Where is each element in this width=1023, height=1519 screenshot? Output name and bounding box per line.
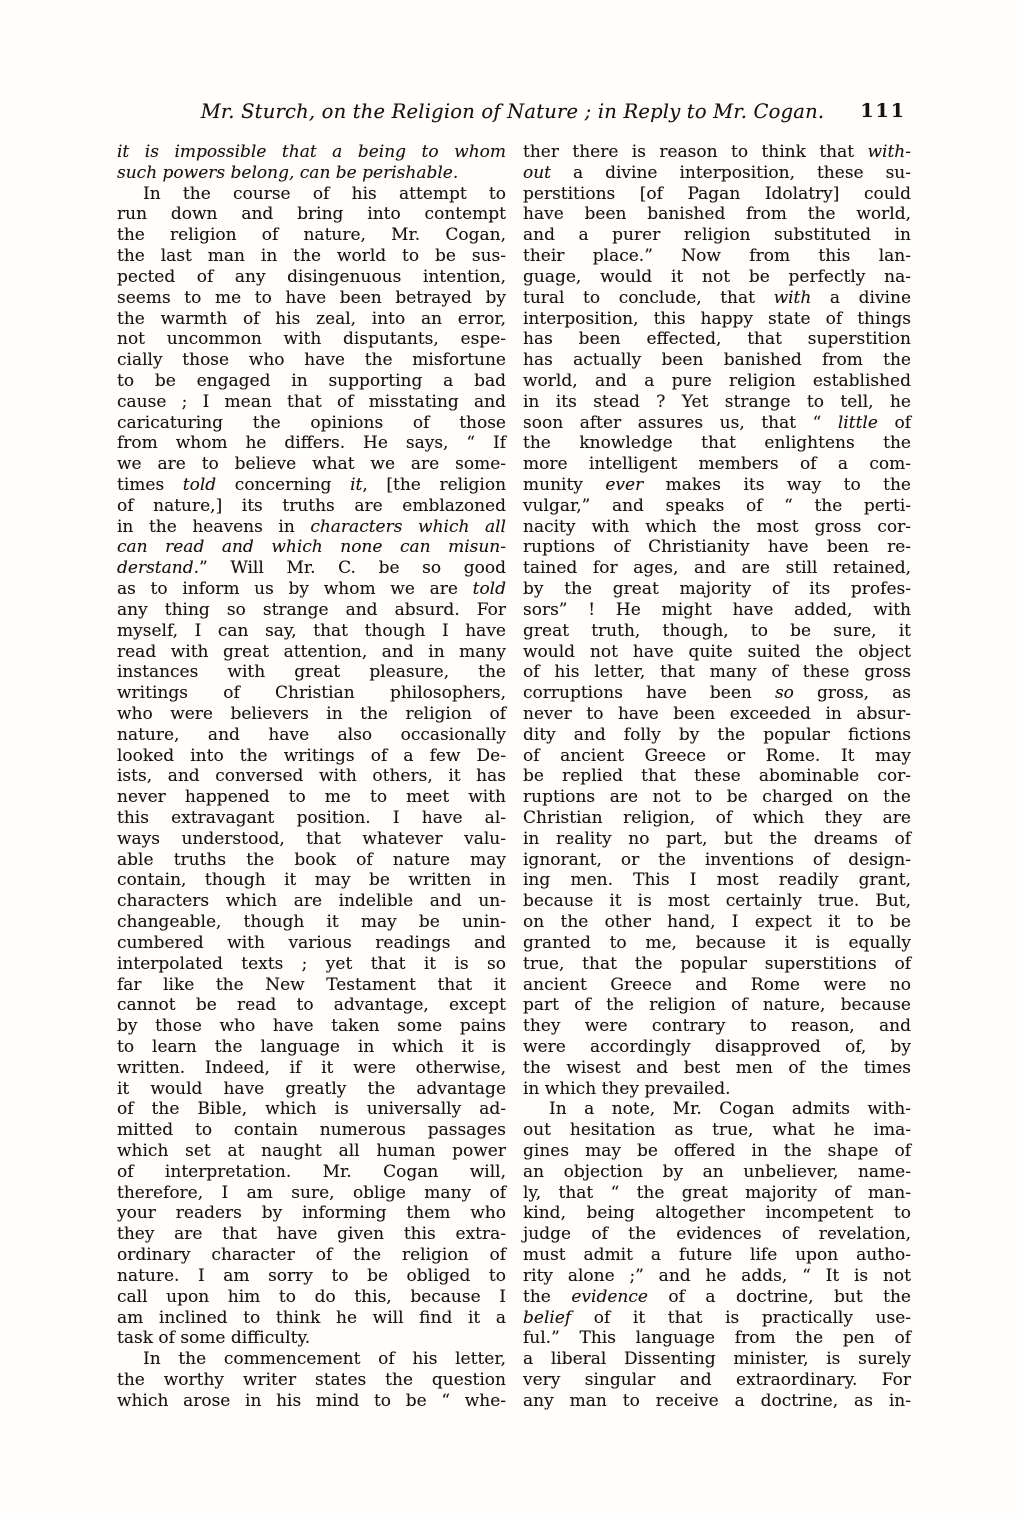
text-line: never to have been exceeded in absur- (523, 703, 911, 724)
text-line: ists, and conversed with others, it has (117, 766, 506, 787)
text-line: true, that the popular superstitions of (523, 953, 911, 974)
text-line: contain, though it may be written in (117, 870, 506, 891)
text-line: the evidence of a doctrine, but the (523, 1286, 911, 1307)
text-line: the wisest and best men of the times (523, 1057, 911, 1078)
text-line: on the other hand, I expect it to be (523, 912, 911, 933)
text-line: therefore, I am sure, oblige many of (117, 1182, 506, 1203)
text-line: nature, and have also occasionally (117, 724, 506, 745)
text-line: the religion of nature, Mr. Cogan, (117, 225, 506, 246)
text-line: has been effected, that superstition (523, 329, 911, 350)
text-line: writings of Christian philosophers, (117, 683, 506, 704)
text-line: an objection by an unbeliever, name- (523, 1161, 911, 1182)
text-line: out a divine interposition, these su- (523, 162, 911, 183)
text-line: guage, would it not be perfectly na- (523, 266, 911, 287)
text-line: of interpretation. Mr. Cogan will, (117, 1161, 506, 1182)
text-line: cially those who have the misfortune (117, 350, 506, 371)
page-number: 111 (860, 100, 906, 122)
text-line: of the Bible, which is universally ad- (117, 1099, 506, 1120)
text-line: myself, I can say, that though I have (117, 620, 506, 641)
text-line: In the commencement of his letter, (143, 1349, 506, 1370)
text-column-left (117, 142, 506, 1412)
text-line: which set at naught all human power (117, 1141, 506, 1161)
text-line: able truths the book of nature may (117, 849, 506, 870)
text-line: to be engaged in supporting a bad (117, 370, 506, 391)
text-line: In the course of his attempt to (143, 183, 506, 204)
text-line: in the heavens in characters which all (117, 516, 506, 537)
text-line: dity and folly by the popular fictions (523, 724, 911, 745)
text-line: your readers by informing them who (117, 1203, 506, 1224)
text-line: which arose in his mind to be “ whe- (117, 1390, 506, 1411)
text-column-right (523, 142, 911, 1412)
text-line: nature. I am sorry to be obliged to (117, 1265, 506, 1286)
text-line: mitted to contain numerous passages (117, 1120, 506, 1141)
text-line: a liberal Dissenting minister, is surely (523, 1349, 911, 1370)
text-line: changeable, though it may be unin- (117, 912, 506, 933)
text-line: of ancient Greece or Rome. It may (523, 745, 911, 766)
text-line: ancient Greece and Rome were no (523, 974, 911, 995)
text-line: times told concerning it, [the religion (117, 475, 507, 495)
text-line: to learn the language in which it is (117, 1036, 506, 1057)
text-line: vulgar,” and speaks of “ the perti- (523, 495, 911, 516)
text-line: from whom he differs. He says, “ If (117, 433, 506, 454)
text-line: the last man in the world to be sus- (117, 246, 506, 267)
text-line: as to inform us by whom we are told (117, 579, 506, 600)
text-line: corruptions have been so gross, as (523, 683, 912, 704)
text-line: sors” ! He might have added, with (523, 599, 911, 620)
text-line: judge of the evidences of revelation, (523, 1224, 911, 1245)
text-line: such powers belong, can be perishable. (117, 162, 459, 183)
text-line: interpolated texts ; yet that it is so (117, 953, 506, 974)
text-line: of his letter, that many of these gross (523, 662, 911, 683)
text-line: can read and which none can misun- (117, 537, 506, 558)
text-line: pected of any disingenuous intention, (117, 266, 506, 287)
text-line: it is impossible that a being to whom (117, 142, 506, 162)
text-line: in which they prevailed. (523, 1078, 731, 1099)
text-line: ly, that “ the great majority of man- (523, 1182, 911, 1203)
text-line: rity alone ;” and he adds, “ It is not (523, 1265, 911, 1286)
text-line: ruptions are not to be charged on the (523, 787, 911, 808)
text-line: far like the New Testament that it (117, 974, 506, 995)
text-line: am inclined to think he will find it a (117, 1307, 506, 1328)
text-line: by those who have taken some pains (117, 1016, 506, 1037)
text-line: ful.” This language from the pen of (523, 1328, 911, 1349)
text-line: derstand.” Will Mr. C. be so good (117, 558, 506, 579)
text-line: any man to receive a doctrine, as in- (523, 1390, 911, 1411)
text-line: we are to believe what we are some- (117, 454, 506, 475)
text-line: of nature,] its truths are emblazoned (117, 495, 506, 516)
page-header (117, 100, 908, 130)
text-line: ways understood, that whatever valu- (117, 828, 506, 849)
running-title: Mr. Sturch, on the Religion of Nature ; in Reply to Mr. Cogan. (200, 100, 825, 123)
text-line: must admit a future life upon autho- (523, 1245, 911, 1266)
text-line: tained for ages, and are still retained, (523, 558, 911, 579)
text-line: they are that have given this extra- (117, 1224, 506, 1245)
text-line: because it is most certainly true. But, (523, 891, 911, 912)
text-line: the worthy writer states the question (117, 1369, 506, 1390)
text-line: munity ever makes its way to the (523, 475, 911, 495)
text-line: not uncommon with disputants, espe- (117, 329, 506, 350)
text-line: cause ; I mean that of misstating and (117, 391, 506, 412)
text-line: granted to me, because it is equally (523, 932, 911, 953)
text-line: who were believers in the religion of (117, 703, 506, 724)
text-line: part of the religion of nature, because (523, 995, 911, 1016)
text-line: have been banished from the world, (523, 204, 911, 225)
text-line: gines may be offered in the shape of (523, 1141, 911, 1161)
text-line: seems to me to have been betrayed by (117, 287, 506, 308)
text-line: characters which are indelible and un- (117, 891, 506, 912)
text-line: out hesitation as true, what he ima- (523, 1120, 911, 1141)
text-line: read with great attention, and in many (117, 641, 506, 662)
text-line: tural to conclude, that with a divine (523, 287, 911, 308)
text-line: in its stead ? Yet strange to tell, he (523, 391, 911, 412)
text-line: be replied that these abominable cor- (523, 766, 911, 787)
text-line: their place.” Now from this lan- (523, 246, 911, 267)
text-line: very singular and extraordinary. For (523, 1369, 911, 1390)
text-line: run down and bring into contempt (117, 204, 506, 225)
text-line: belief of it that is practically use- (523, 1307, 911, 1328)
text-line: looked into the writings of a few De- (117, 745, 506, 766)
text-line: caricaturing the opinions of those (117, 412, 506, 433)
text-line: ing men. This I most readily grant, (523, 870, 911, 891)
text-line: it would have greatly the advantage (117, 1078, 506, 1099)
text-line: this extravagant position. I have al- (117, 808, 506, 828)
text-line: has actually been banished from the (523, 350, 911, 371)
text-line: in reality no part, but the dreams of (523, 828, 911, 849)
text-line: cannot be read to advantage, except (117, 995, 506, 1016)
text-line: ther there is reason to think that with- (523, 142, 911, 162)
text-line: by the great majority of its profes- (523, 579, 911, 600)
text-line: and a purer religion substituted in (523, 225, 911, 246)
text-line: any thing so strange and absurd. For (117, 599, 506, 620)
text-line: would not have quite suited the object (523, 641, 911, 662)
text-line: In a note, Mr. Cogan admits with- (549, 1099, 911, 1120)
text-line: great truth, though, to be sure, it (523, 620, 911, 641)
text-line: instances with great pleasure, the (117, 662, 506, 683)
text-line: task of some difficulty. (117, 1328, 311, 1349)
text-line: soon after assures us, that “ little of (523, 412, 911, 433)
text-line: interposition, this happy state of things (523, 308, 911, 329)
text-line: kind, being altogether incompetent to (523, 1203, 911, 1224)
text-line: Christian religion, of which they are (523, 808, 911, 828)
text-line: call upon him to do this, because I (117, 1286, 506, 1307)
text-line: world, and a pure religion established (523, 370, 911, 391)
text-line: they were contrary to reason, and (523, 1016, 911, 1037)
text-line: perstitions [of Pagan Idolatry] could (523, 183, 911, 204)
text-line: never happened to me to meet with (117, 787, 506, 808)
text-line: ordinary character of the religion of (117, 1245, 506, 1266)
text-line: cumbered with various readings and (117, 932, 506, 953)
text-line: nacity with which the most gross cor- (523, 516, 911, 537)
text-line: written. Indeed, if it were otherwise, (117, 1057, 506, 1078)
text-line: the warmth of his zeal, into an error, (117, 308, 506, 329)
text-line: ignorant, or the inventions of design- (523, 849, 911, 870)
text-line: the knowledge that enlightens the (523, 433, 911, 454)
text-line: were accordingly disapproved of, by (523, 1036, 911, 1057)
text-line: ruptions of Christianity have been re- (523, 537, 911, 558)
text-line: more intelligent members of a com- (523, 454, 911, 475)
